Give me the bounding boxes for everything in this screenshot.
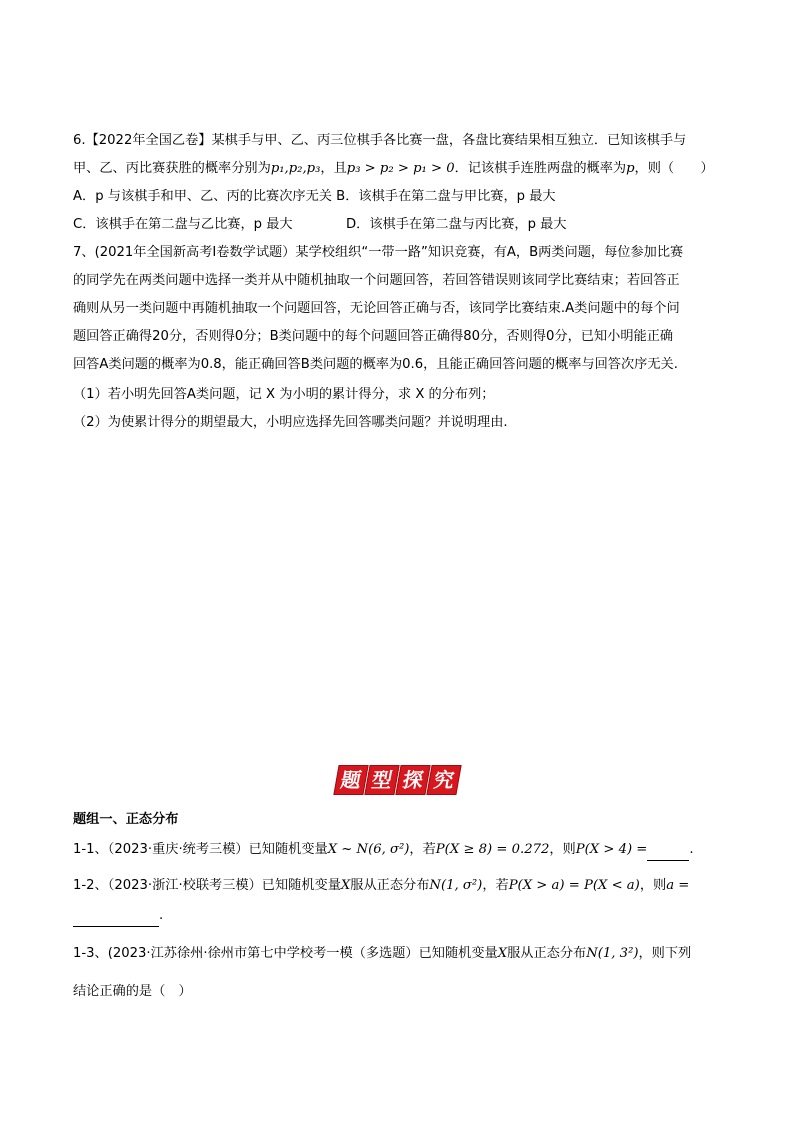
q6-line2 [73,159,714,179]
q1-3-line2: 结论正确的是（ ） [73,984,192,999]
banner-char: 题 [333,765,368,795]
q1-2-math-a: a = [666,878,690,893]
q1-1-mid2: ，则 [549,842,576,857]
q7-sub1: （1）若小明先回答A类问题，记 X 为小明的累计得分，求 X 的分布列； [73,387,495,402]
q1-3-prefix: 1-3、(2023·江苏徐州·徐州市第七中学校考一模（多选题）已知随机变量 [73,946,498,961]
q6-math-p: p [626,161,635,176]
q1-1-mid: ，若 [409,842,436,857]
q1-2-line2 [73,906,163,927]
q7-line-5: 回答A类问题的概率为0.8，能正确回答B类问题的概率为0.6，且能正确回答问题的概率与回答次序无关. [73,357,678,372]
banner-char: 探 [395,765,430,795]
q6-option-d: D．该棋手在第二盘与丙比赛，p 最大 [346,217,567,232]
section-banner [336,765,459,795]
q1-2-line2-end: . [159,908,164,923]
q7-sub2: （2）为使累计得分的期望最大，小明应选择先回答哪类问题？并说明理由. [73,415,508,430]
q1-1-math-given: P(X ≥ 8) = 0.272 [435,842,550,857]
q6-line2-tail: ，则（ ） [634,161,714,176]
q1-3-end: ，则下列 [638,946,692,961]
q1-3-math-dist: N(1, 3²) [586,946,639,961]
q1-2-math-x: X [340,878,351,893]
q6-line2-mid: ，且 [320,161,347,176]
q1-1-end: . [689,842,694,857]
q6-line2-end: ．记该棋手连胜两盘的概率为 [454,161,627,176]
q6-line2-text: 甲、乙、丙比赛获胜的概率分别为 [73,161,271,176]
q6-line1: 6.【2022年全国乙卷】某棋手与甲、乙、丙三位棋手各比赛一盘，各盘比赛结果相互独立．已知该棋手与 [73,133,687,148]
q1-1 [73,840,694,861]
q1-2-math-eq: P(X > a) = P(X < a) [508,878,640,893]
q1-2-mid2: ，若 [482,878,509,893]
group-title: 题组一、正态分布 [73,812,179,827]
q1-3 [73,944,691,964]
q1-3-mid: 服从正态分布 [507,946,587,961]
q7-line-1: 7、(2021年全国新高考Ⅰ卷数学试题）某学校组织“一带一路”知识竞赛，有A，B两类问题，每位参加比赛 [73,245,684,260]
q7-line-2: 的同学先在两类问题中选择一类并从中随机抽取一个问题回答，若回答错误则该同学比赛结束；若回答正 [73,273,680,288]
q1-1-math-ask: P(X > 4) = [575,842,648,857]
q1-2-prefix: 1-2、（2023·浙江·校联考三模）已知随机变量 [73,878,341,893]
banner-char: 究 [426,765,461,795]
q6-math-ineq: p₃ > p₂ > p₁ > 0 [346,161,455,176]
banner-char: 型 [364,765,399,795]
q1-2-mid3: ，则 [639,878,667,893]
q1-2 [73,876,689,896]
q1-2-mid: 服从正态分布 [350,878,430,893]
q1-2-math-dist: N(1, σ²) [429,878,483,893]
q6-option-ab: A．p 与该棋手和甲、乙、丙的比赛次序无关 B．该棋手在第二盘与甲比赛，p 最大 [73,189,556,204]
q6-math-probs: p₁,p₂,p₃ [270,161,321,176]
answer-blank [73,906,159,927]
answer-blank [647,840,689,861]
q7-line-4: 题回答正确得20分，否则得0分；B类问题中的每个问题回答正确得80分，否则得0分，已知小明能正确 [73,329,674,344]
q7-line-3: 确则从另一类问题中再随机抽取一个问题回答，无论回答正确与否，该同学比赛结束.A类问题中的每个问 [73,301,680,316]
q1-3-math-x: X [497,946,508,961]
q6-option-c: C．该棋手在第二盘与乙比赛，p 最大 [73,217,293,232]
q1-1-math-dist: X ~ N(6, σ²) [327,842,410,857]
q1-1-prefix: 1-1、（2023·重庆·统考三模）已知随机变量 [73,842,328,857]
